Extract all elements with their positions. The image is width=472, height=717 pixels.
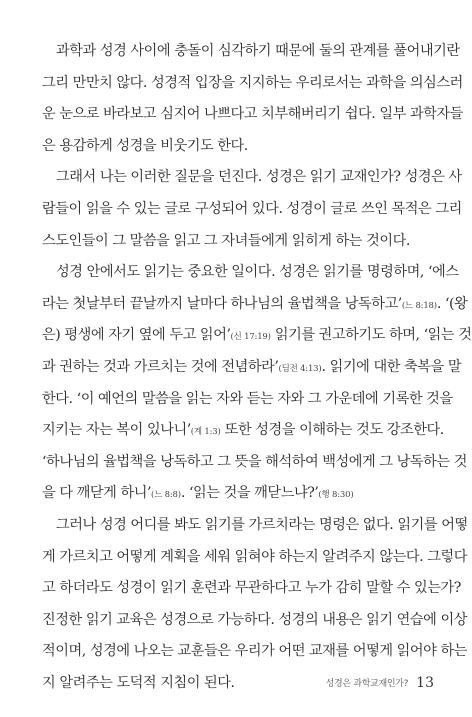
bible-reference: (느 8:18): [401, 300, 437, 311]
line-text-after: . ‘(왕: [436, 295, 468, 312]
text-line: 그러나 성경 어디를 봐도 읽기를 가르치라는 명령은 없다. 읽기를 어떻: [56, 516, 468, 533]
text-line: [42, 352, 462, 384]
text-line: 성경 안에서도 읽기는 중요한 일이다. 성경은 읽기를 명령하며, ‘에스: [56, 264, 459, 281]
line-text-after: . 읽기에 대한 축복을 말: [321, 358, 462, 375]
text-line: 진정한 읽기 교육은 성경으로 가능하다. 성경의 내용은 읽기 연습에 이상: [42, 611, 467, 628]
line-text: 과 권하는 것과 가르치는 것에 전념하라’: [42, 358, 279, 375]
page-number: 13: [416, 674, 434, 691]
text-line: 은 용감하게 성경을 비웃기도 한다.: [42, 137, 248, 154]
text-line: 스도인들이 그 말씀을 읽고 그 자녀들에게 읽히게 하는 것이다.: [42, 232, 410, 249]
text-line: 지 알려주는 도덕적 지침이 된다.: [42, 674, 235, 691]
text-line: 람들이 읽을 수 있는 글로 구성되어 있다. 성경이 글로 쓰인 목적은 그리: [42, 200, 462, 217]
text-line: 적이며, 성경에 나오는 교훈들은 우리가 어떤 교재를 어떻게 읽어야 하는: [42, 643, 467, 660]
text-line: 고 하더라도 성경이 읽기 훈련과 무관하다고 누가 감히 말할 수 있는가?: [42, 580, 461, 597]
bible-reference: (딤전 4:13): [278, 363, 322, 374]
text-line: [42, 320, 472, 352]
text-line: [42, 478, 434, 510]
text-line: ‘하나님의 율법책을 낭독하고 그 뜻을 해석하여 백성에게 그 낭독하는 것: [42, 453, 467, 470]
line-text: 지키는 자는 복이 있나니’: [42, 422, 191, 439]
text-line: 그리 만만치 않다. 성경적 입장을 지지하는 우리로서는 과학을 의심스러: [42, 74, 463, 91]
line-text-after: 읽기를 권고하기도 하며, ‘읽는 것: [270, 327, 472, 344]
line-text: 라는 첫날부터 끝날까지 날마다 하나님의 율법책을 낭독하고’: [42, 295, 402, 312]
body-text: [42, 36, 472, 699]
text-line: [42, 289, 468, 321]
line-text: 은) 평생에 자기 옆에 두고 읽어’: [42, 327, 231, 344]
text-line: 운 눈으로 바라보고 심지어 나쁘다고 치부해버리기 쉽다. 일부 과학자들: [42, 106, 463, 123]
text-line: [42, 415, 444, 447]
page-footer: [326, 672, 434, 691]
bible-reference: (신 17:19): [230, 332, 271, 343]
paragraph-3: [42, 257, 472, 510]
bible-reference: (느 8:8): [151, 490, 181, 501]
bible-reference: (계 1:3): [190, 427, 221, 438]
text-line: 한다. ‘이 예언의 말씀을 읽는 자와 듣는 자와 그 가운데에 기록한 것을: [42, 390, 453, 407]
text-line: 그래서 나는 이러한 질문을 던진다. 성경은 읽기 교재인가? 성경은 사: [56, 169, 462, 186]
line-text-after: 또한 성경을 이해하는 것도 강조한다.: [220, 422, 444, 439]
paragraph-1: [42, 36, 463, 162]
paragraph-2: [42, 162, 462, 257]
running-title: 성경은 과학교재인가?: [325, 679, 409, 689]
text-line: 게 가르치고 어떻게 계획을 세워 읽혀야 하는지 알려주지 않는다. 그렇다: [42, 548, 467, 565]
line-text: 을 다 깨닫게 하니’: [42, 485, 152, 502]
bible-reference: (행 8:30): [318, 490, 354, 501]
text-line: 과학과 성경 사이에 충돌이 심각하기 때문에 둘의 관계를 풀어내기란: [56, 43, 460, 59]
line-text-after: . ‘읽는 것을 깨닫느냐?’: [180, 485, 319, 502]
